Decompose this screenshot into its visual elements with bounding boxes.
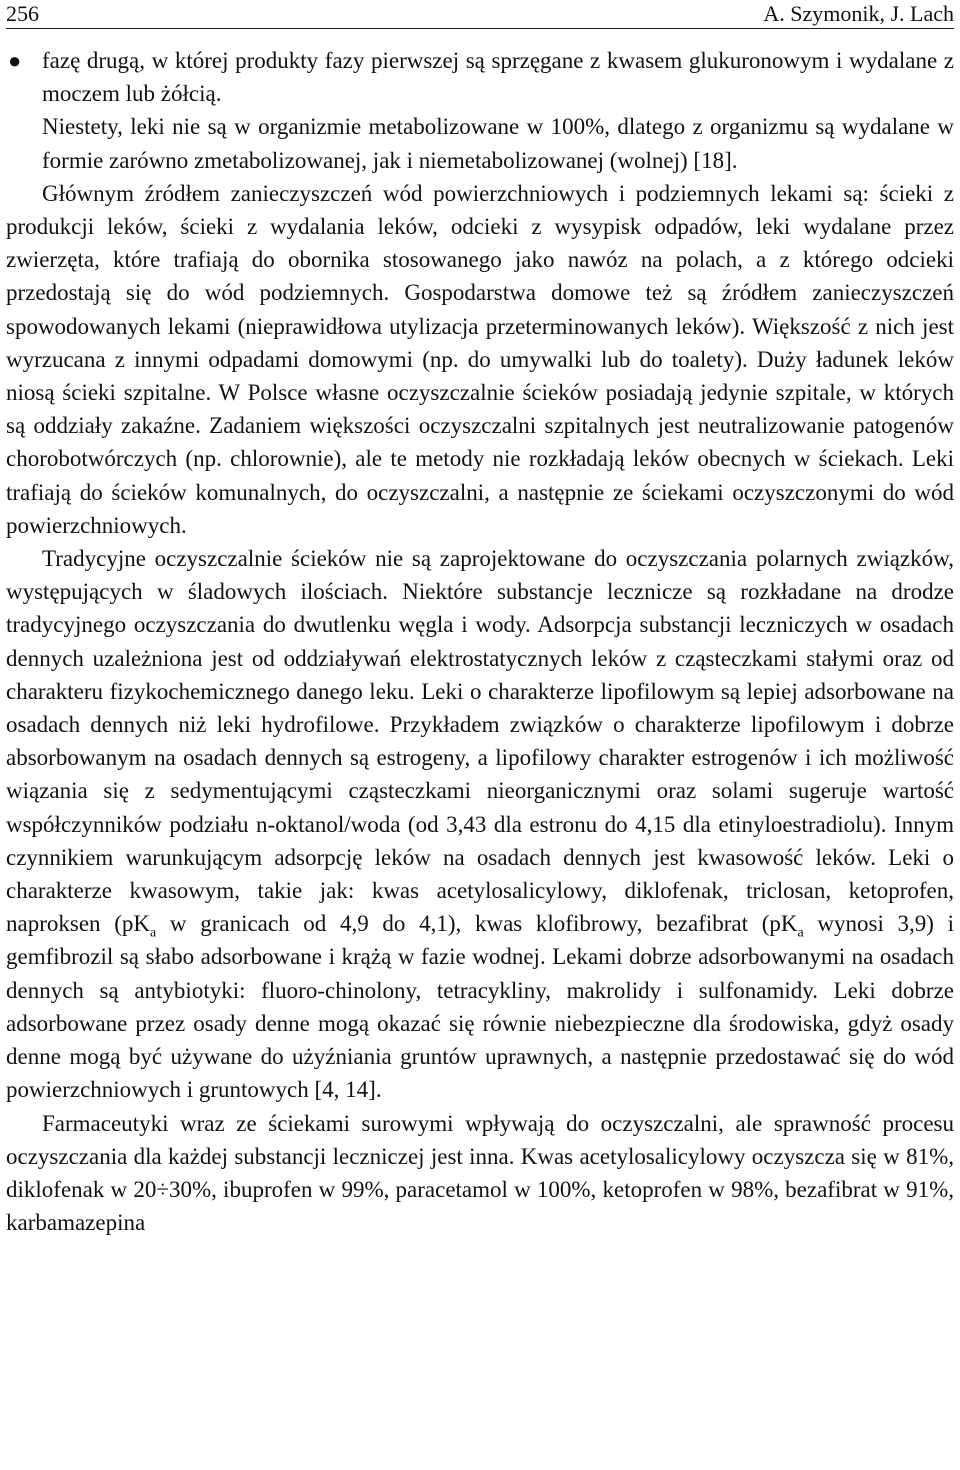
paragraph-treatment-part-3: wynosi 3,9) i gemfibrozil są słabo adsorbowane i krążą w fazie wodnej. Lekami dobrze adsorbowanymi na osadach dennych są antybiotyki: fluoro-chinolony, tetracykliny, makrolidy i sulfonamidy. Leki dobrze adsorbowane przez osady denne mogą okazać się równie niebezpieczne dla środowiska, gdyż osady denne mogą być używane do użyźniania gruntów uprawnych, a następnie przedostawać się do wód powierzchniowych i gruntowych [4, 14]. — [6, 911, 955, 1103]
bullet-text: fazę drugą, w której produkty fazy pierwszej są sprzęgane z kwasem glukuronowym i wydalane z moczem lub żółcią. — [42, 48, 954, 107]
paragraph-treatment-part-2: w granicach od 4,9 do 4,1), kwas klofibrowy, bezafibrat (pK — [156, 911, 798, 937]
page-number: 256 — [6, 1, 39, 26]
paragraph-efficiency: Farmaceutyki wraz ze ściekami surowymi wpływają do oczyszczalni, ale sprawność procesu oczyszczania dla każdej substancji leczniczej jest inna. Kwas acetylosalicylowy oczyszcza się w 81%, diklofenak w 20÷30%, ibuprofen w 99%, paracetamol w 100%, ketoprofen w 98%, bezafibrat w 91%, karbamazepina — [6, 1110, 954, 1236]
paragraph-treatment-part-1: Tradycyjne oczyszczalnie ścieków nie są zaprojektowane do oczyszczania polarnych związków, występujących w śladowych ilościach. Niektóre substancje lecznicze są rozkładane na drodze tradycyjnego oczyszczania do dwutlenku węgla i wody. Adsorpcja substancji leczniczych w osadach dennych uzależniona jest od oddziaływań elektrostatycznych leków z cząsteczkami stałymi oraz od charakteru fizykochemicznego danego leku. Leki o charakterze lipofilowym są lepiej adsorbowane na osadach dennych niż leki hydrofilowe. Przykładem związków o charakterze lipofilowym i dobrze absorbowanym na osadach dennych są estrogeny, a lipofilowy charakter estrogenów i ich możliwość wiązania się z sedymentującymi cząsteczkami nieorganicznymi oraz solami sugeruje wartość współczynników podziału n-oktanol/woda (od 3,43 dla estronu do 4,15 dla etinyloestradiolu). Innym czynnikiem warunkującym adsorpcję leków na osadach dennych jest kwasowość leków. Leki o charakterze kwasowym, takie jak: kwas acetylosalicylowy, diklofenak, triclosan, ketoprofen, naproksen (pK — [6, 546, 954, 937]
bullet-item — [6, 44, 954, 110]
page-header — [6, 0, 954, 29]
paragraph-treatment — [6, 542, 954, 1106]
paragraph-sources: Głównym źródłem zanieczyszczeń wód powierzchniowych i podziemnych lekami są: ścieki z produkcji leków, ścieki z wydalania leków, odcieki z wysypisk odpadów, leki wydalane przez zwierzęta, które trafiają do obornika stosowanego jako nawóz na polach, a z którego odcieki przedostają się do wód podziemnych. Gospodarstwa domowe też są źródłem zanieczyszczeń spowodowanych lekami (nieprawidłowa utylizacja przeterminowanych leków). Większość z nich jest wyrzucana z innymi odpadami domowymi (np. do umywalki lub do toalety). Duży ładunek leków niosą ścieki szpitalne. W Polsce własne oczyszczalnie ścieków posiadają jedynie szpitale, w których są oddziały zakaźne. Zadaniem większości oczyszczalni szpitalnych jest neutralizowanie patogenów chorobotwórczych (np. chlorownie), ale te metody nie rozkładają leków obecnych w ściekach. Leki trafiają do ścieków komunalnych, do oczyszczalni, a następnie ze ściekami oczyszczonymi do wód powierzchniowych. — [6, 180, 954, 538]
running-head: A. Szymonik, J. Lach — [763, 1, 954, 26]
bullet-icon: ● — [8, 48, 22, 73]
pka-subscript: a — [150, 925, 157, 941]
page — [6, 0, 955, 1236]
pka-subscript: a — [797, 925, 804, 941]
article-body — [6, 44, 954, 1239]
paragraph-metabolism: Niestety, leki nie są w organizmie metabolizowane w 100%, dlatego z organizmu są wydalane w formie zarówno zmetabolizowanej, jak i niemetabolizowanej (wolnej) [18]. — [42, 114, 954, 173]
